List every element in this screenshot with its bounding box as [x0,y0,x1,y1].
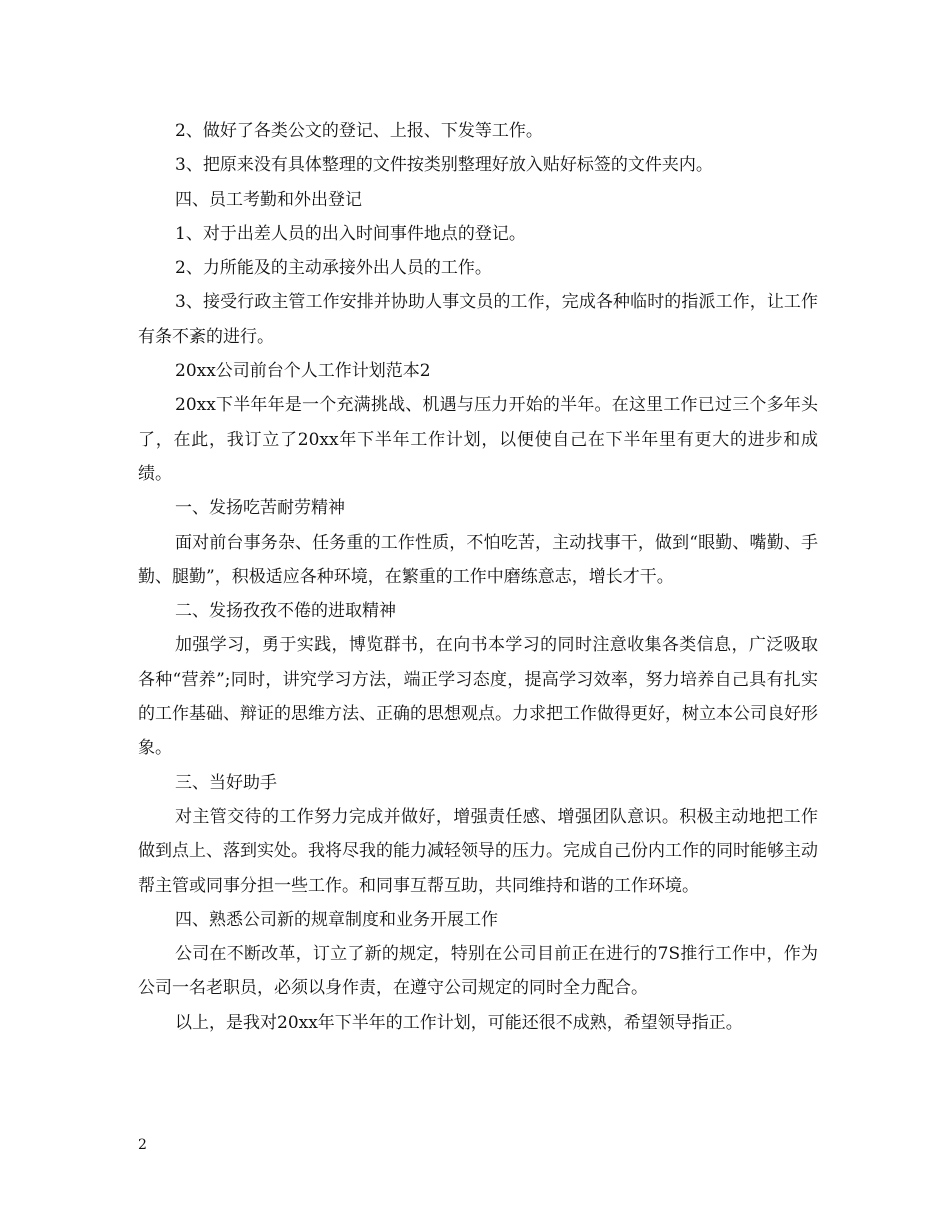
section-heading: 四、员工考勤和外出登记 [175,189,362,210]
page-number: 2 [138,1137,147,1153]
paragraph: 3、接受行政主管工作安排并协助人事文员的工作，完成各种临时的指派工作，让工作有条不紊的进行。 [138,292,818,347]
document-body [138,114,818,1040]
paragraph: 1、对于出差人员的出入时间事件地点的登记。 [175,223,526,244]
paragraph: 加强学习，勇于实践，博览群书，在向书本学习的同时注意收集各类信息，广泛吸取各种“营养”;同时，讲究学习方法，端正学习态度，提高学习效率，努力培养自己具有扎实的工作基础、辩证的思维方法、正确的思想观点。力求把工作做得更好，树立本公司良好形象。 [138,635,818,759]
section-heading: 二、发扬孜孜不倦的进取精神 [175,601,396,622]
paragraph: 3、把原来没有具体整理的文件按类别整理好放入贴好标签的文件夹内。 [175,155,713,176]
paragraph: 对主管交待的工作努力完成并做好，增强责任感、增强团队意识。积极主动地把工作做到点上、落到实处。我将尽我的能力减轻领导的压力。完成自己份内工作的同时能够主动帮主管或同事分担一些工作。和同事互帮互助，共同维持和谐的工作环境。 [138,806,818,896]
section-heading: 三、当好助手 [175,772,277,793]
section-heading: 四、熟悉公司新的规章制度和业务开展工作 [175,909,498,930]
paragraph: 以上，是我对20xx年下半年的工作计划，可能还很不成熟，希望领导指正。 [175,1012,743,1033]
paragraph: 面对前台事务杂、任务重的工作性质，不怕吃苦，主动找事干，做到“眼勤、嘴勤、手勤、腿勤”，积极适应各种环境，在繁重的工作中磨练意志，增长才干。 [138,532,818,587]
paragraph: 20xx下半年年是一个充满挑战、机遇与压力开始的半年。在这里工作已过三个多年头了，在此，我订立了20xx年下半年工作计划，以便使自己在下半年里有更大的进步和成绩。 [138,395,818,484]
paragraph: 2、力所能及的主动承接外出人员的工作。 [175,258,492,279]
paragraph: 公司在不断改革，订立了新的规定，特别在公司目前正在进行的7S推行工作中，作为公司一名老职员，必须以身作责，在遵守公司规定的同时全力配合。 [138,944,818,999]
document-subtitle: 20xx公司前台个人工作计划范本2 [175,361,431,382]
paragraph: 2、做好了各类公文的登记、上报、下发等工作。 [175,121,543,141]
section-heading: 一、发扬吃苦耐劳精神 [175,498,345,519]
